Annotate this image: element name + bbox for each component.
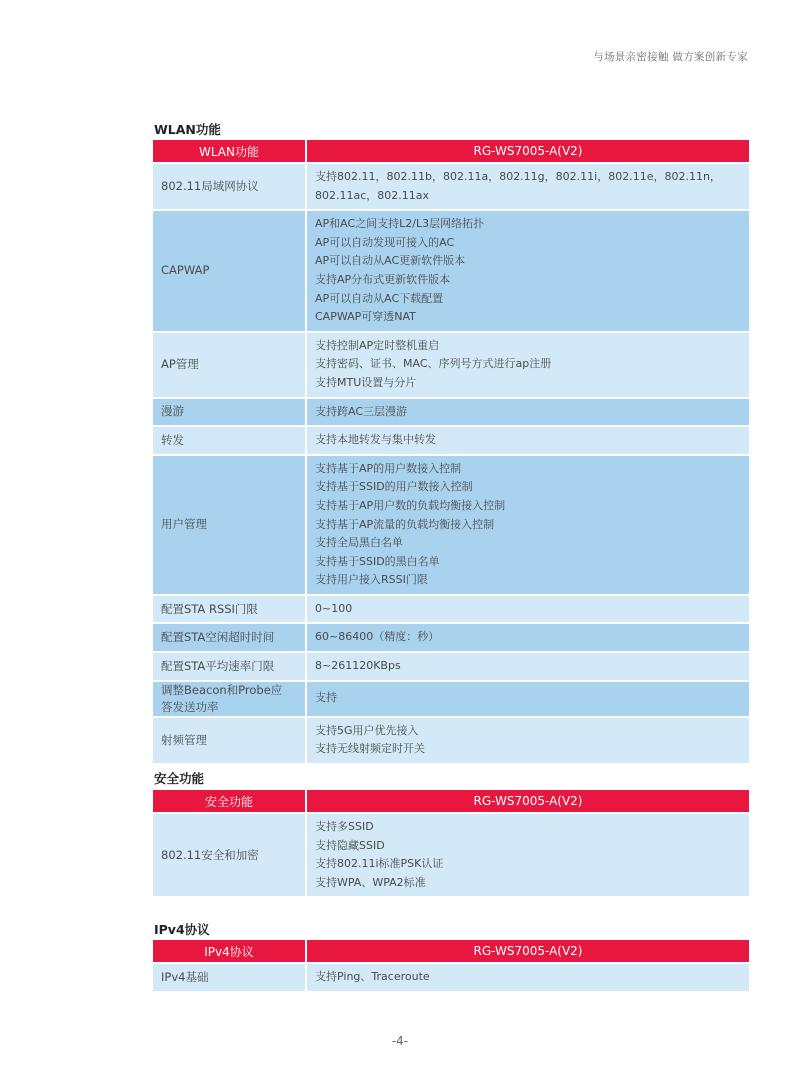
- feature-value-line: 802.11ac，802.11ax: [315, 188, 430, 202]
- feature-value: [307, 164, 749, 209]
- feature-value-line: AP可以自动从AC下载配置: [315, 291, 444, 305]
- feature-value-line: 支持控制AP定时整机重启: [315, 338, 440, 352]
- feature-name: 配置STA RSSI门限: [153, 596, 307, 623]
- page-number: -4-: [391, 1034, 409, 1048]
- feature-name-line: 调整Beacon和Probe应: [161, 682, 283, 697]
- feature-value-line: 支持基于AP的用户数接入控制: [315, 461, 462, 475]
- feature-name: 射频管理: [153, 718, 307, 763]
- feature-value-line: 支持多SSID: [315, 820, 374, 833]
- table-row: [153, 427, 749, 454]
- feature-name: 转发: [153, 427, 307, 454]
- table-row: [153, 399, 749, 426]
- table-row: [153, 814, 749, 896]
- feature-name: [153, 682, 307, 716]
- feature-value-line: 60~86400（精度：秒）: [315, 630, 440, 644]
- feature-value: [307, 596, 749, 623]
- feature-name: 802.11安全和加密: [153, 814, 307, 896]
- wlan-table: [153, 138, 749, 765]
- table-row: [153, 653, 749, 680]
- feature-name: IPv4基础: [153, 964, 307, 991]
- feature-value: [307, 211, 749, 331]
- header-model: RG-WS7005-A(V2): [307, 140, 749, 162]
- header-feature: IPv4协议: [153, 940, 307, 962]
- feature-value-line: 支持WPA、WPA2标准: [315, 875, 426, 889]
- header-model: RG-WS7005-A(V2): [307, 940, 749, 962]
- feature-value-line: 支持MTU设置与分片: [315, 375, 417, 389]
- feature-value: [307, 456, 749, 594]
- table-row: [153, 211, 749, 331]
- feature-value: [307, 333, 749, 397]
- feature-value-line: 0~100: [315, 601, 353, 615]
- header-feature: 安全功能: [153, 790, 307, 812]
- feature-value-line: 支持基于SSID的黑白名单: [315, 554, 440, 568]
- section-title-wlan: WLAN功能: [154, 122, 221, 137]
- feature-value: [307, 814, 749, 896]
- feature-name-line: 答发送功率: [161, 699, 219, 714]
- feature-value-line: AP可以自动从AC更新软件版本: [315, 254, 466, 268]
- feature-value-line: 支持隐藏SSID: [315, 838, 385, 852]
- feature-value-line: 支持802.11，802.11b，802.11a，802.11g，802.11i，802.11e，802.11n，: [315, 170, 721, 183]
- feature-value: [307, 624, 749, 651]
- feature-value-line: 支持全局黑白名单: [315, 536, 403, 550]
- feature-name: 配置STA平均速率门限: [153, 653, 307, 680]
- header-feature: WLAN功能: [153, 140, 307, 162]
- feature-name: AP管理: [153, 333, 307, 397]
- feature-name: 802.11局域网协议: [153, 164, 307, 209]
- feature-value-line: 支持: [315, 691, 337, 705]
- table-row: [153, 333, 749, 397]
- feature-value-line: 支持AP分布式更新软件版本: [315, 272, 451, 286]
- table-row: [153, 964, 749, 991]
- feature-value: [307, 964, 749, 991]
- section-title-security: 安全功能: [154, 771, 205, 786]
- feature-value-line: 支持802.11i标准PSK认证: [315, 857, 444, 871]
- feature-value: [307, 653, 749, 680]
- feature-value-line: 支持用户接入RSSI门限: [315, 573, 428, 587]
- feature-value: [307, 718, 749, 763]
- table-row: [153, 718, 749, 763]
- security-table: [153, 788, 749, 898]
- feature-name: 漫游: [153, 399, 307, 426]
- feature-name: 配置STA空闲超时时间: [153, 624, 307, 651]
- table-row: [153, 164, 749, 209]
- feature-value-line: AP可以自动发现可接入的AC: [315, 235, 455, 249]
- feature-value-line: AP和AC之间支持L2/L3层网络拓扑: [315, 217, 485, 231]
- table-row: [153, 456, 749, 594]
- feature-name: 用户管理: [153, 456, 307, 594]
- feature-value-line: 支持无线射频定时开关: [315, 742, 425, 756]
- feature-value-line: 支持5G用户优先接入: [315, 723, 419, 737]
- table-row: [153, 624, 749, 651]
- feature-value-line: 支持基于SSID的用户数接入控制: [315, 480, 473, 494]
- table-row: [153, 596, 749, 623]
- ipv4-table: [153, 938, 749, 993]
- feature-value: [307, 399, 749, 426]
- feature-value-line: 支持密码、证书、MAC、序列号方式进行ap注册: [315, 357, 552, 371]
- feature-value-line: 支持基于AP用户数的负载均衡接入控制: [315, 498, 506, 512]
- feature-value-line: 支持Ping、Traceroute: [315, 970, 430, 983]
- feature-name: CAPWAP: [153, 211, 307, 331]
- header-model: RG-WS7005-A(V2): [307, 790, 749, 812]
- feature-value-line: 支持跨AC三层漫游: [315, 404, 408, 418]
- section-title-ipv4: IPv4协议: [154, 922, 210, 937]
- feature-value-line: CAPWAP可穿透NAT: [315, 310, 416, 324]
- feature-value-line: 支持本地转发与集中转发: [315, 433, 436, 447]
- feature-value-line: 支持基于AP流量的负载均衡接入控制: [315, 517, 495, 531]
- header-slogan: 与场景亲密接触 做方案创新专家: [593, 51, 748, 63]
- feature-value: [307, 427, 749, 454]
- feature-value-line: 8~261120KBps: [315, 659, 401, 673]
- feature-value: [307, 682, 749, 716]
- table-row: [153, 682, 749, 716]
